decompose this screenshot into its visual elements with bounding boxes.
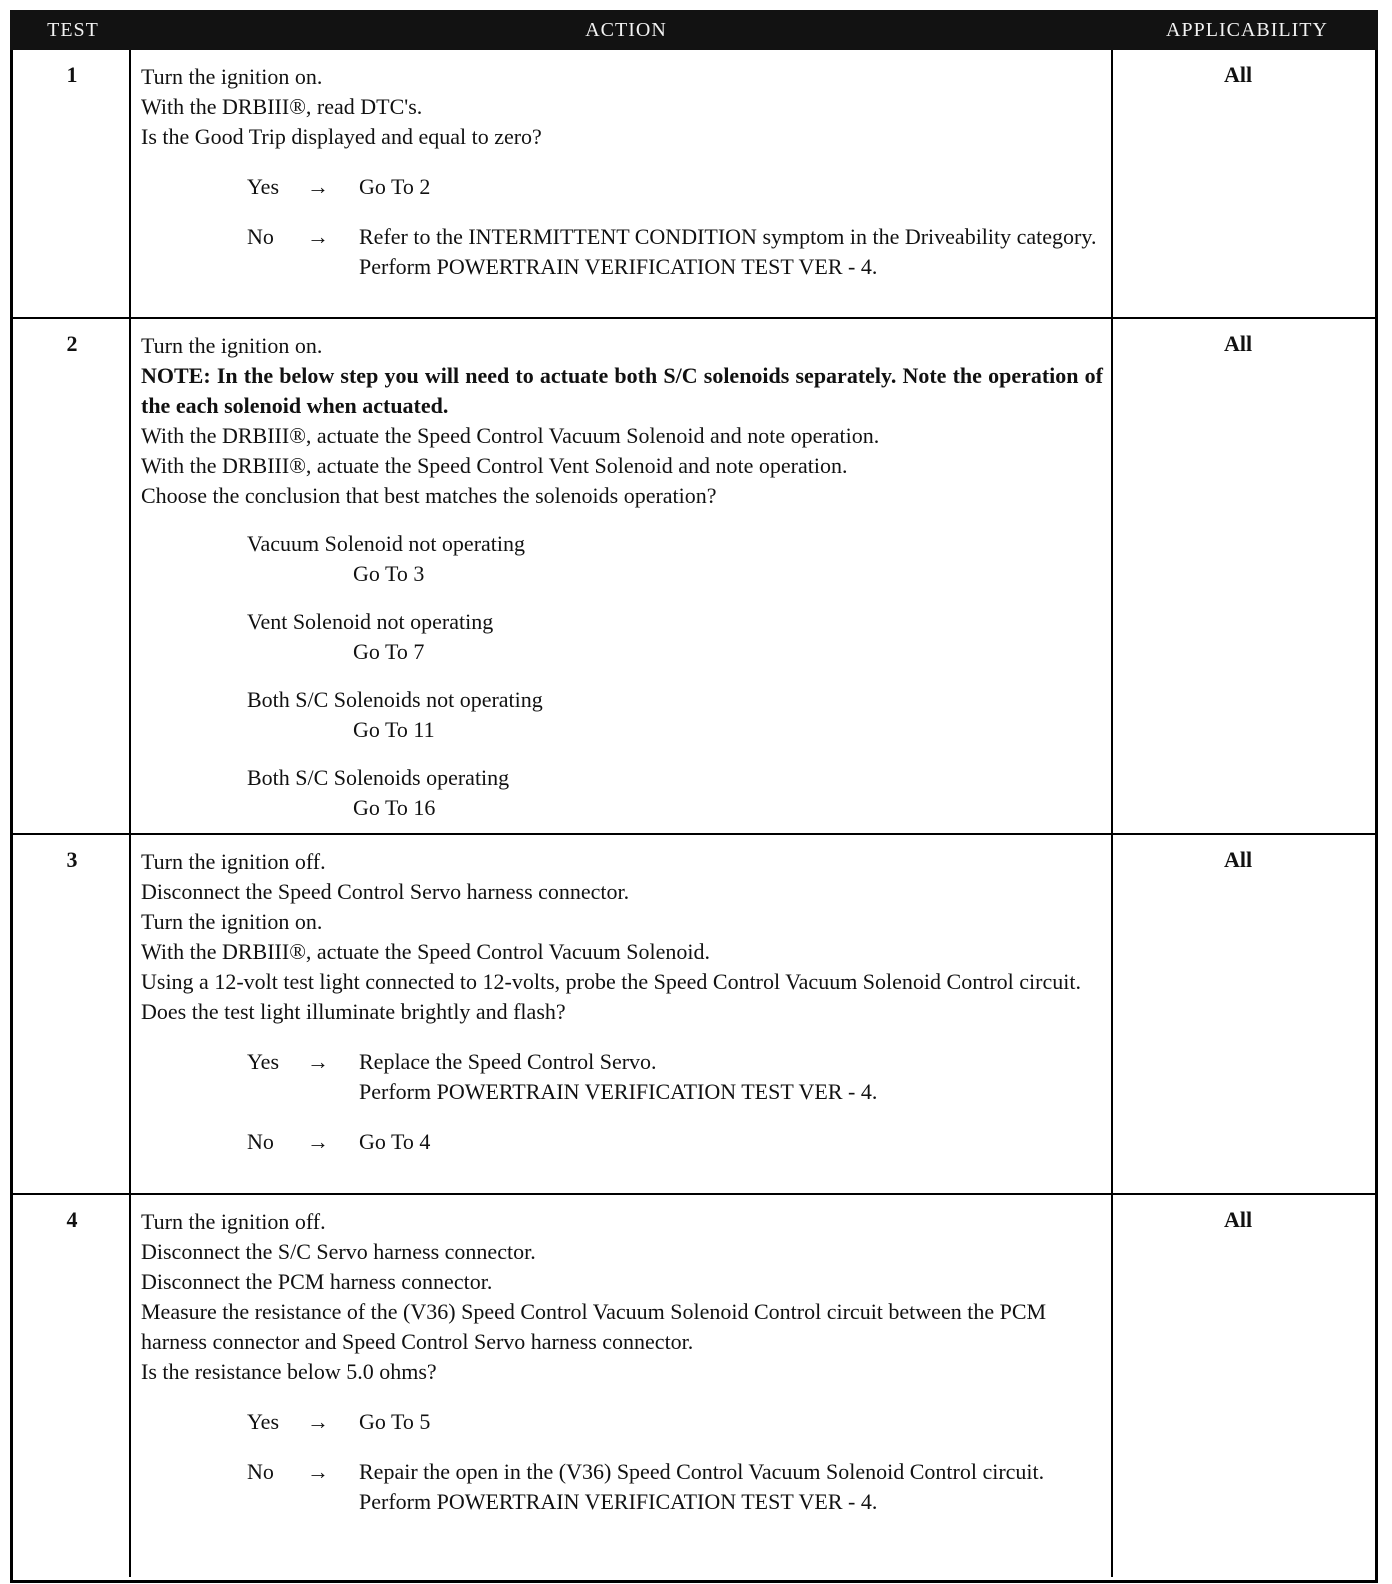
response-text: Go To 5: [359, 1409, 431, 1434]
response-yes: [141, 1407, 1103, 1437]
conclusion-option: [247, 763, 1103, 823]
response-label: Yes: [247, 1049, 280, 1074]
table-row-test-3: [13, 835, 1375, 1195]
action-cell: [141, 331, 1103, 823]
response-no: [141, 222, 1103, 282]
action-line: With the DRBIII®, read DTC's.: [141, 94, 423, 119]
option-label: Both S/C Solenoids not operating: [247, 687, 543, 712]
arrow-icon: →: [307, 174, 329, 199]
response-no: [141, 1127, 1103, 1157]
response-text: Replace the Speed Control Servo.: [359, 1049, 657, 1074]
action-line: Does the test light illuminate brightly and flash?: [141, 999, 566, 1024]
response-text: Go To 2: [359, 174, 431, 199]
action-line: Turn the ignition on.: [141, 909, 323, 934]
arrow-icon: →: [307, 224, 329, 249]
procedure-page: [10, 10, 1378, 1584]
test-number: 2: [66, 331, 78, 356]
action-cell: [141, 1207, 1103, 1517]
option-label: Both S/C Solenoids operating: [247, 765, 510, 790]
header-test: TEST: [47, 19, 99, 41]
action-line: Measure the resistance of the (V36) Speed Control Vacuum Solenoid Control circuit between the PCM harness connector and Speed Control Servo harness connector.: [141, 1299, 1047, 1354]
action-line: With the DRBIII®, actuate the Speed Control Vacuum Solenoid.: [141, 939, 710, 964]
option-goto: Go To 11: [353, 717, 435, 742]
arrow-icon: →: [307, 1459, 329, 1484]
action-cell: [141, 847, 1103, 1157]
response-text: Perform POWERTRAIN VERIFICATION TEST VER - 4.: [359, 1489, 878, 1514]
action-line: Using a 12-volt test light connected to 12-volts, probe the Speed Control Vacuum Solenoid Control circuit.: [141, 969, 1081, 994]
response-label: No: [247, 1129, 274, 1154]
action-line: With the DRBIII®, actuate the Speed Control Vent Solenoid and note operation.: [141, 453, 848, 478]
arrow-icon: →: [307, 1409, 329, 1434]
note-text: NOTE: In the below step you will need to actuate both S/C solenoids separately. Note the operation of the each solenoid when actuated.: [141, 363, 1103, 418]
test-table: [10, 50, 1378, 1583]
action-cell: [141, 62, 1103, 282]
option-label: Vacuum Solenoid not operating: [247, 531, 526, 556]
option-goto: Go To 16: [353, 795, 436, 820]
test-number: 3: [66, 847, 78, 872]
action-line: Disconnect the PCM harness connector.: [141, 1269, 493, 1294]
test-number: 4: [66, 1207, 78, 1232]
action-line: Is the resistance below 5.0 ohms?: [141, 1359, 437, 1384]
response-yes: [141, 172, 1103, 202]
header-applicability: APPLICABILITY: [1166, 19, 1328, 41]
action-line: Disconnect the S/C Servo harness connector.: [141, 1239, 536, 1264]
action-line: With the DRBIII®, actuate the Speed Control Vacuum Solenoid and note operation.: [141, 423, 880, 448]
applicability-value: All: [1223, 1207, 1253, 1232]
option-goto: Go To 3: [353, 561, 425, 586]
response-no: [141, 1457, 1103, 1517]
option-label: Vent Solenoid not operating: [247, 609, 494, 634]
response-label: Yes: [247, 174, 280, 199]
action-line: Choose the conclusion that best matches the solenoids operation?: [141, 483, 717, 508]
header-action: ACTION: [585, 19, 667, 41]
arrow-icon: →: [307, 1129, 329, 1154]
applicability-value: All: [1223, 331, 1253, 356]
table-row-test-2: [13, 319, 1375, 835]
conclusion-option: [247, 529, 1103, 589]
applicability-value: All: [1223, 62, 1253, 87]
conclusion-option: [247, 685, 1103, 745]
response-text: Refer to the INTERMITTENT CONDITION symptom in the Driveability category.: [359, 224, 1097, 249]
test-number: 1: [66, 62, 78, 87]
action-line: Disconnect the Speed Control Servo harness connector.: [141, 879, 630, 904]
response-label: Yes: [247, 1409, 280, 1434]
response-text: Perform POWERTRAIN VERIFICATION TEST VER - 4.: [359, 254, 878, 279]
conclusion-option: [247, 607, 1103, 667]
action-line: Is the Good Trip displayed and equal to zero?: [141, 124, 542, 149]
response-text: Go To 4: [359, 1129, 431, 1154]
response-label: No: [247, 1459, 274, 1484]
applicability-value: All: [1223, 847, 1253, 872]
response-text: Perform POWERTRAIN VERIFICATION TEST VER - 4.: [359, 1079, 878, 1104]
response-label: No: [247, 224, 274, 249]
response-yes: [141, 1047, 1103, 1107]
table-header: [10, 10, 1378, 50]
option-goto: Go To 7: [353, 639, 425, 664]
action-line: Turn the ignition on.: [141, 64, 323, 89]
arrow-icon: →: [307, 1049, 329, 1074]
response-text: Repair the open in the (V36) Speed Control Vacuum Solenoid Control circuit.: [359, 1459, 1045, 1484]
table-row-test-4: [13, 1195, 1375, 1577]
table-row-test-1: [13, 50, 1375, 319]
action-line: Turn the ignition off.: [141, 1209, 326, 1234]
action-line: Turn the ignition off.: [141, 849, 326, 874]
action-line: Turn the ignition on.: [141, 333, 323, 358]
